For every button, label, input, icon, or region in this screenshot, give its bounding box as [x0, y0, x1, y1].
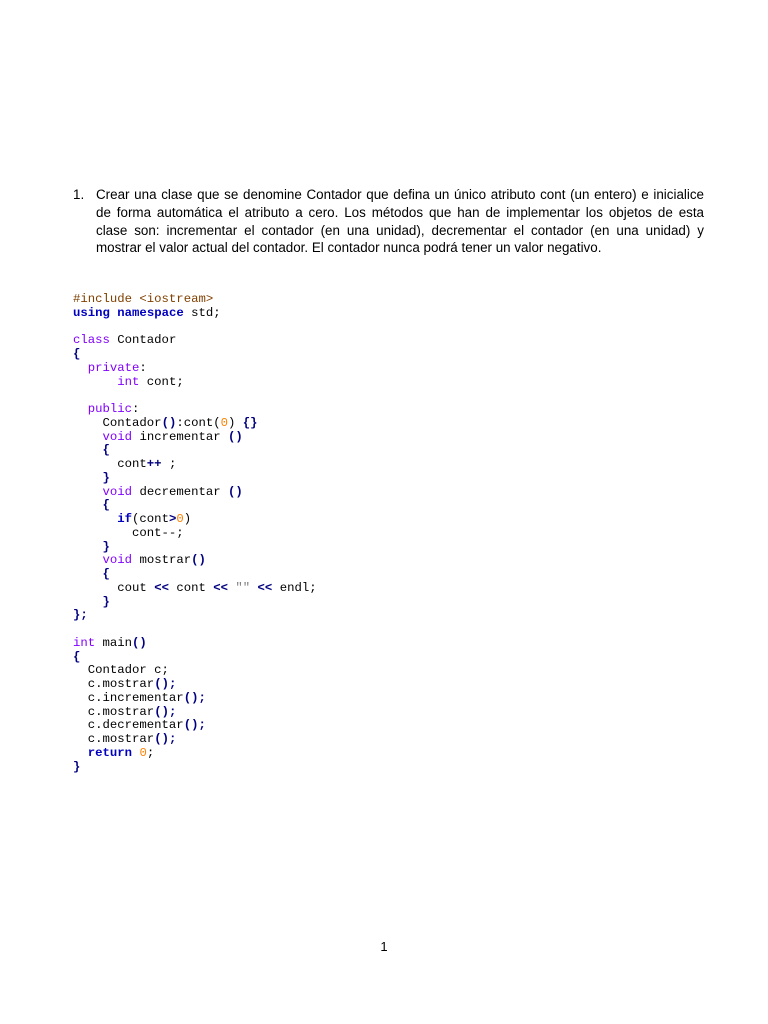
exercise-number: 1. [73, 187, 85, 202]
code-token: Contador [109, 333, 177, 348]
code-token [73, 485, 103, 499]
code-token: (); [154, 732, 177, 746]
code-token [73, 402, 88, 416]
code-listing [73, 293, 317, 774]
code-line [73, 403, 317, 417]
code-token: () [191, 553, 206, 568]
code-token [73, 595, 103, 609]
code-token: 0 [220, 415, 228, 430]
code-token: : [132, 402, 140, 416]
code-line [73, 417, 317, 431]
code-line [73, 376, 317, 390]
code-line [73, 499, 317, 513]
code-token: ; [161, 457, 177, 471]
code-token: ; [146, 745, 155, 760]
code-token: c.mostrar [73, 677, 155, 691]
code-token [250, 581, 257, 595]
exercise-statement: Crear una clase que se denomine Contador que defina un único atributo cont (un entero) e inicialice de forma automática el atributo a cero. Los métodos que han de implementar los objetos de esta clase son: incrementar el contador (en una unidad), decrementar el contador (en una unidad) y mostrar el valor actual del contador. El contador nunca podrá tener un valor negativo. [96, 187, 704, 256]
code-token: { [102, 443, 110, 458]
code-line [73, 733, 317, 747]
code-line [73, 293, 317, 307]
exercise-item [73, 186, 704, 257]
code-line [73, 527, 317, 541]
code-token: ++ [146, 457, 162, 471]
code-token: void [102, 484, 133, 499]
code-token: "" [235, 580, 251, 595]
code-line [73, 362, 317, 376]
code-token: (); [154, 677, 177, 691]
code-token [73, 375, 117, 389]
code-token: return [87, 745, 133, 760]
code-token: private [87, 360, 140, 375]
code-token: c.mostrar [73, 732, 155, 746]
code-line [73, 431, 317, 445]
code-token: int [73, 635, 96, 650]
code-line [73, 637, 317, 651]
code-token: :cont( [176, 415, 221, 430]
code-token: cout [73, 580, 155, 595]
code-line [73, 692, 317, 706]
code-token: 0 [139, 745, 147, 760]
code-token: class [73, 333, 110, 348]
code-token: } [73, 759, 81, 774]
code-token: cont [73, 457, 147, 471]
code-token: main [95, 635, 133, 650]
code-token: () [228, 484, 243, 499]
code-token: } [102, 594, 110, 609]
code-token: > [168, 512, 177, 526]
code-line [73, 568, 317, 582]
code-token [73, 540, 103, 554]
code-token: << [213, 580, 228, 595]
code-token: int [117, 374, 140, 389]
code-token: () [228, 429, 243, 444]
page-number: 1 [380, 939, 388, 954]
code-token: namespace [117, 305, 184, 320]
code-token: cont; [139, 374, 184, 389]
code-token: (); [183, 690, 206, 705]
code-line [73, 747, 317, 761]
code-token: void [102, 553, 133, 568]
code-token: ) [228, 415, 243, 430]
code-token: using [73, 305, 110, 320]
code-line [73, 389, 317, 403]
code-line [73, 472, 317, 486]
code-token: Contador [73, 415, 162, 430]
code-line [73, 623, 317, 637]
code-token: { [102, 567, 110, 581]
code-token: { [73, 347, 81, 361]
code-line [73, 458, 317, 472]
code-token: endl; [272, 580, 317, 595]
code-line [73, 596, 317, 610]
code-token: decrementar [132, 484, 228, 499]
code-token: incrementar [132, 429, 228, 444]
code-line [73, 513, 317, 527]
code-token: { [73, 649, 81, 664]
code-line [73, 761, 317, 775]
code-token: ) [183, 512, 192, 526]
code-token [73, 746, 88, 760]
code-token [73, 512, 117, 526]
code-token: () [132, 635, 147, 650]
code-token: std; [183, 305, 221, 320]
code-line [73, 554, 317, 568]
code-token: #include <iostream> [73, 292, 214, 306]
code-token: } [102, 539, 110, 554]
code-token [73, 361, 88, 375]
code-token: { [102, 498, 110, 513]
code-token: {} [242, 415, 258, 430]
code-token [73, 471, 103, 485]
code-token: cont--; [73, 525, 184, 540]
code-token [73, 498, 103, 512]
code-line [73, 719, 317, 733]
code-token [73, 567, 103, 581]
code-token: }; [73, 608, 88, 623]
code-token [73, 443, 103, 457]
code-token: 0 [176, 512, 184, 526]
code-line [73, 486, 317, 500]
code-line [73, 664, 317, 678]
code-token: } [102, 470, 110, 485]
code-line [73, 582, 317, 596]
code-line [73, 348, 317, 362]
code-line [73, 334, 317, 348]
code-token: void [102, 429, 133, 444]
code-token: mostrar [132, 553, 192, 568]
code-token: cont [168, 580, 214, 595]
code-token: << [154, 580, 169, 595]
code-token: c.decrementar [73, 718, 184, 733]
code-token: Contador c; [73, 663, 169, 678]
code-line [73, 444, 317, 458]
code-token [73, 553, 103, 567]
code-token [73, 430, 103, 444]
code-token: << [257, 580, 273, 595]
code-token: (); [154, 704, 177, 719]
code-token: c.mostrar [73, 704, 155, 719]
code-token: public [87, 402, 133, 416]
code-token: (cont [132, 512, 169, 526]
code-token: () [161, 415, 177, 430]
code-line [73, 307, 317, 321]
code-line [73, 651, 317, 665]
code-line [73, 609, 317, 623]
code-token: if [117, 512, 133, 526]
code-token: c.incrementar [73, 690, 184, 705]
code-line [73, 706, 317, 720]
code-line [73, 541, 317, 555]
code-line [73, 321, 317, 335]
code-token: (); [183, 718, 206, 733]
code-line [73, 678, 317, 692]
code-token: : [139, 360, 147, 375]
